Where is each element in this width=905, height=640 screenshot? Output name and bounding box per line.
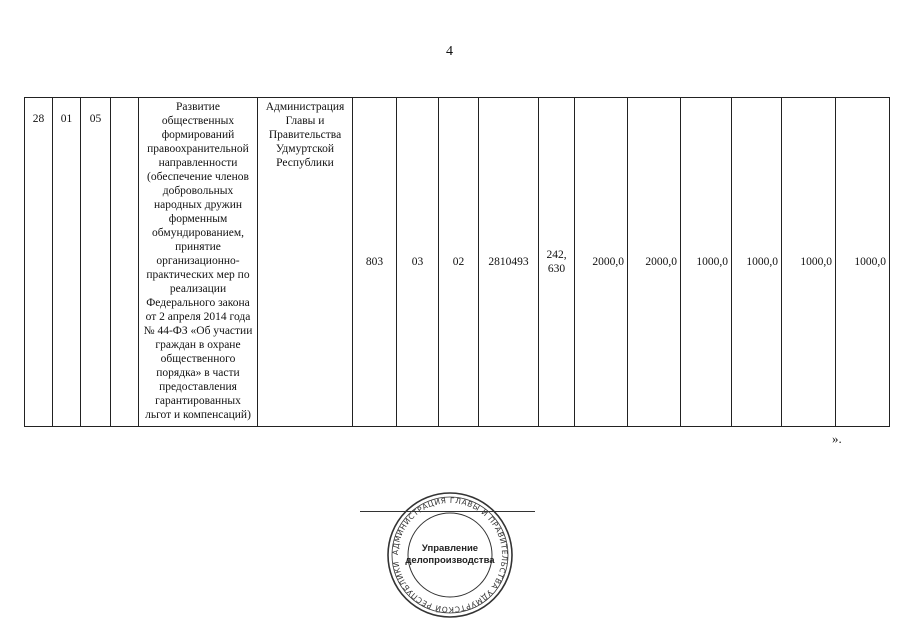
cell-administrator: Администрация Главы и Правительства Удмуртской Республики [258, 98, 353, 427]
stamp-ring-text: АДМИНИСТРАЦИЯ ГЛАВЫ И ПРАВИТЕЛЬСТВА УДМУРТСКОЙ РЕСПУБЛИКИ [390, 495, 510, 615]
cell-target-code: 2810493 [479, 98, 539, 427]
cell-amount: 1000,0 [732, 98, 782, 427]
stamp-center-line1: Управление [421, 543, 479, 554]
cell-amount: 1000,0 [782, 98, 836, 427]
table-row [25, 98, 890, 427]
cell-amount: 1000,0 [836, 98, 890, 427]
stamp-center-line2: делопроизводства [405, 555, 495, 566]
cell-empty [111, 98, 139, 427]
official-stamp-seal [384, 490, 516, 620]
cell-amount: 2000,0 [575, 98, 628, 427]
cell-amount: 1000,0 [681, 98, 732, 427]
cell-ministry-code: 803 [353, 98, 397, 427]
cell-expense-code: 242, 630 [539, 98, 575, 427]
closing-quote-mark: ». [832, 431, 842, 446]
page-number: 4 [446, 44, 453, 59]
budget-table [24, 97, 890, 427]
cell-program-code: 28 [25, 98, 53, 427]
cell-subsection-code: 02 [439, 98, 479, 427]
cell-amount: 2000,0 [628, 98, 681, 427]
cell-section-code: 03 [397, 98, 439, 427]
cell-activity-code: 05 [81, 98, 111, 427]
cell-description: Развитие общественных формирований правоохранительной направленности (обеспечение членов добровольных народных дружин форменным обмундированием, принятие организационно-практических мер по реализации Федерального закона от 2 апреля 2014 года № 44-ФЗ «Об участии граждан в охране общественного порядка» в части предоставления гарантированных льгот и компенсаций) [139, 98, 258, 427]
cell-subprogram-code: 01 [53, 98, 81, 427]
